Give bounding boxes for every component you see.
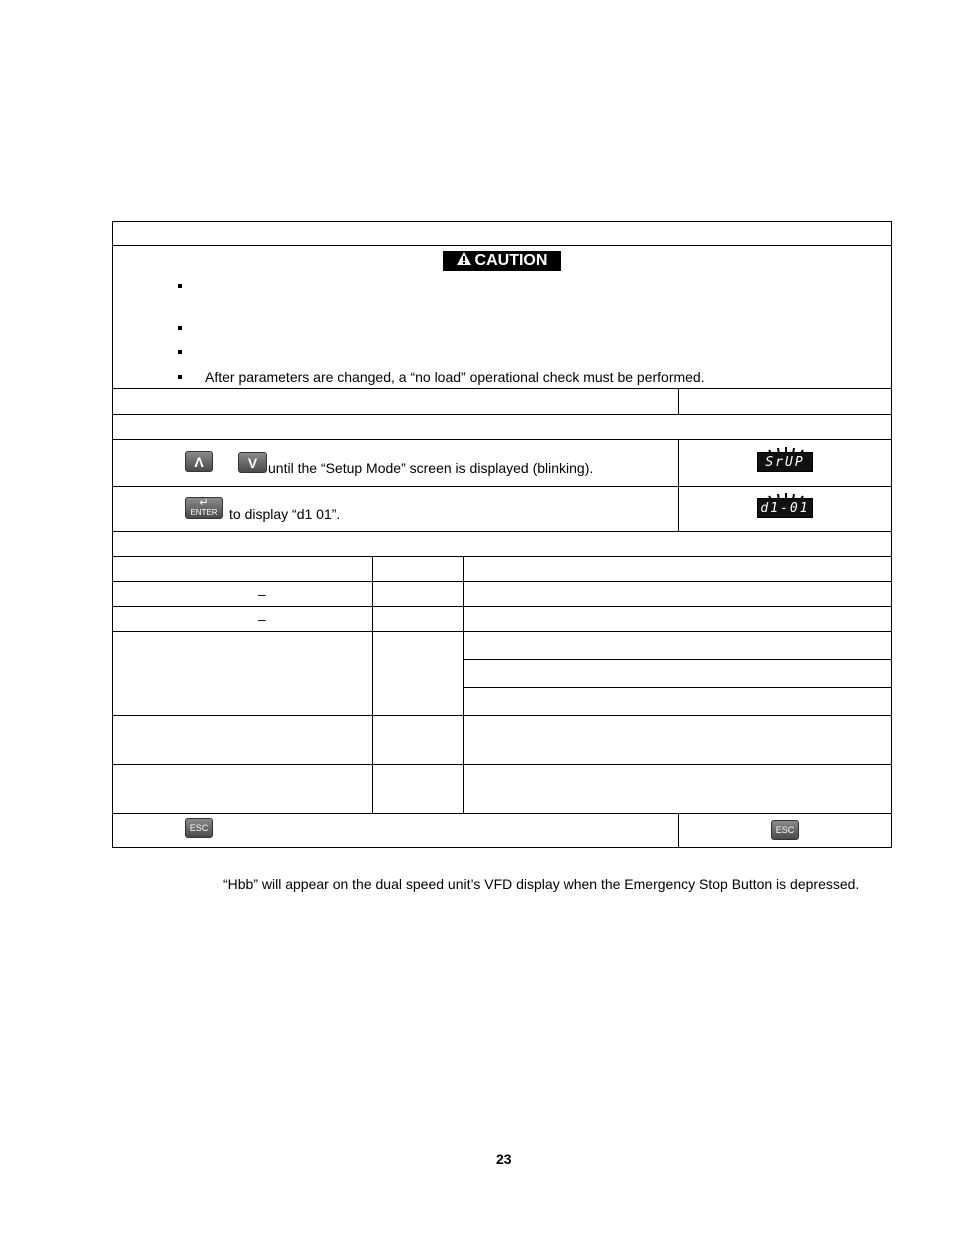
table-divider — [463, 687, 892, 688]
table-cell-dash: – — [258, 611, 266, 627]
table-divider — [112, 813, 892, 814]
table-divider — [112, 606, 892, 607]
bullet-marker — [178, 375, 182, 379]
table-divider — [112, 715, 892, 716]
caution-label: CAUTION — [474, 252, 548, 269]
table-divider — [112, 531, 892, 532]
caution-bullet-text: After parameters are changed, a “no load” operational check must be performed. — [205, 369, 705, 385]
table-divider — [112, 414, 892, 415]
table-divider — [112, 486, 892, 487]
table-divider — [678, 388, 679, 415]
bullet-marker — [178, 326, 182, 330]
up-arrow-key-icon: Λ — [185, 451, 213, 472]
step1-text: until the “Setup Mode” screen is displayed (blinking). — [268, 460, 594, 476]
table-divider — [463, 556, 464, 814]
step2-text: to display “d1 01”. — [229, 506, 341, 522]
esc-key-icon: ESC — [771, 820, 799, 840]
parameter-display: d1-01 — [757, 498, 813, 518]
table-divider — [112, 439, 892, 440]
procedure-table — [112, 221, 892, 848]
table-divider — [112, 631, 892, 632]
table-divider — [678, 813, 679, 848]
warning-triangle-icon — [457, 252, 471, 270]
table-divider — [678, 439, 679, 532]
enter-key-icon: ↵ ENTER — [185, 497, 223, 519]
bullet-marker — [178, 350, 182, 354]
table-cell-dash: – — [258, 586, 266, 602]
note-text: “Hbb” will appear on the dual speed unit’s VFD display when the Emergency Stop Button is depressed. — [223, 876, 860, 892]
table-divider — [112, 556, 892, 557]
bullet-marker — [178, 284, 182, 288]
table-divider — [112, 388, 892, 389]
page-number: 23 — [496, 1151, 512, 1167]
caution-banner — [443, 251, 561, 271]
table-divider — [112, 581, 892, 582]
table-divider — [463, 659, 892, 660]
setup-mode-display: SrUP — [757, 452, 813, 472]
table-divider — [372, 556, 373, 814]
esc-key-icon: ESC — [185, 818, 213, 838]
table-divider — [112, 245, 892, 246]
table-divider — [112, 764, 892, 765]
down-arrow-key-icon: V — [238, 452, 267, 473]
